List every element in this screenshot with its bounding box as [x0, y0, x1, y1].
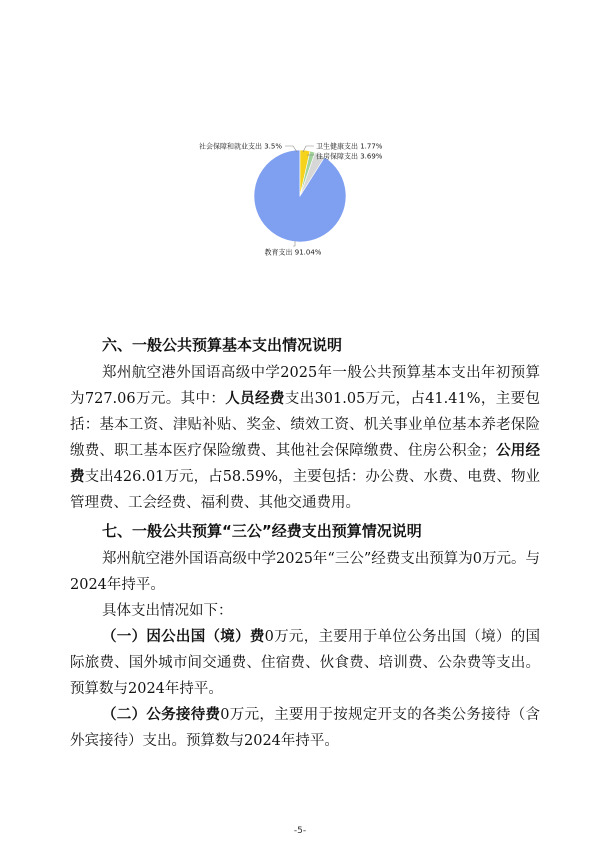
section-7-text-3: 0万元，主要用于单位公务出国（境）的国际旅费、国外城市间交通费、住宿费、伙食费、培训费、公杂费等支出。预算数与2024年持平。 [70, 629, 540, 697]
pie-label-1: 社会保障和就业支出 3.5% [198, 142, 282, 151]
personnel-expense-term: 人员经费 [225, 391, 285, 407]
document-body [70, 334, 540, 754]
section-6-paragraph [70, 360, 540, 516]
section-6-text-c: 支出301.05万元，占41.41%，主要包括：基本工资、津贴补贴、奖金、绩效工资、机关事业单位基本养老保险缴费、职工基本医疗保险缴费、其他社会保障缴费、住房公积金； [70, 391, 541, 459]
pie-label-0: 教育支出 91.04% [264, 248, 322, 257]
section-7-paragraph-4 [70, 702, 540, 754]
section-7-heading: 七、一般公共预算“三公”经费支出预算情况说明 [102, 522, 422, 540]
section-6-text-a: 郑州航空港外国语高级中学2025年一般公共预算基本支出年初预算为727.06万元。其中： [70, 365, 540, 407]
pie-chart-svg [0, 0, 600, 300]
section-7-paragraph-2: 具体支出情况如下： [102, 603, 233, 619]
pie-chart [0, 0, 600, 300]
public-expense-term: 公用经费 [70, 443, 541, 485]
reception-term: （二）公务接待费 [102, 707, 221, 723]
pie-label-3: 住房保障支出 3.69% [316, 152, 383, 161]
section-7-paragraph-1: 郑州航空港外国语高级中学2025年“三公”经费支出预算为0万元。与2024年持平。 [70, 551, 540, 593]
pie-label-2: 卫生健康支出 1.77% [316, 142, 383, 151]
section-6-heading: 六、一般公共预算基本支出情况说明 [102, 336, 343, 354]
section-7-paragraph-3 [70, 624, 540, 702]
overseas-travel-term: （一）因公出国（境）费 [102, 629, 265, 645]
section-7-text-4: 0万元，主要用于按规定开支的各类公务接待（含外宾接待）支出。预算数与2024年持平。 [70, 707, 540, 749]
page-number: -5- [293, 826, 307, 836]
section-6-text-d: 支出426.01万元，占58.59%，主要包括：办公费、水费、电费、物业管理费、工会经费、福利费、其他交通费用。 [70, 469, 540, 511]
